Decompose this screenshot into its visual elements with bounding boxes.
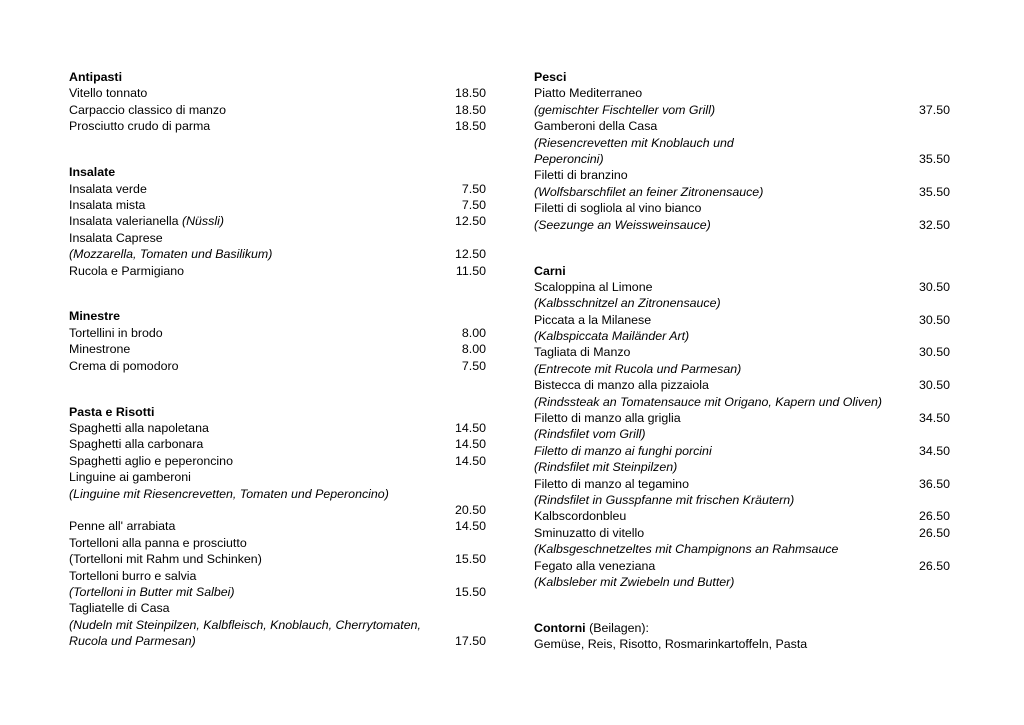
section-heading-note: (Beilagen): <box>585 620 649 635</box>
menu-item-price: 14.50 <box>454 453 486 468</box>
menu-item <box>69 469 486 485</box>
menu-item <box>69 118 486 134</box>
menu-item-price: 14.50 <box>454 437 486 452</box>
menu-item <box>534 118 950 134</box>
menu-item-description-text: (Entrecote mit Rucola und Parmesan) <box>534 361 742 376</box>
menu-item <box>69 502 486 518</box>
menu-item <box>69 102 486 118</box>
menu-item-name: Insalata Caprese <box>69 230 163 245</box>
menu-item-description <box>534 295 950 311</box>
section-heading-text: Pesci <box>534 70 567 84</box>
section-heading-text: Carni <box>534 263 566 278</box>
menu-item-description <box>534 541 950 557</box>
menu-item-price: 26.50 <box>918 509 950 524</box>
menu-item-price: 14.50 <box>454 421 486 436</box>
spacer <box>534 248 950 263</box>
menu-item-name: Gemüse, Reis, Risotto, Rosmarinkartoffeln, Pasta <box>534 637 808 652</box>
menu-item-description-text: (Mozzarella, Tomaten und Basilikum) <box>69 247 273 262</box>
menu-item-description-text: (Rindsfilet mit Steinpilzen) <box>534 460 678 475</box>
section-heading-text: Insalate <box>69 165 116 180</box>
menu-item-description-text: (Nudeln mit Steinpilzen, Kalbfleisch, Knoblauch, Cherrytomaten, <box>69 617 421 632</box>
menu-item-price: 15.50 <box>454 584 486 599</box>
menu-item-price: 8.00 <box>461 342 486 357</box>
menu-item-name: Linguine ai gamberoni <box>69 470 191 485</box>
menu-item-description <box>69 246 486 262</box>
menu-item-description <box>534 102 950 118</box>
menu-item-name: Sminuzatto di vitello <box>534 525 645 540</box>
menu-item <box>534 377 950 393</box>
menu-item-name: Prosciutto crudo di parma <box>69 119 211 134</box>
menu-item <box>69 453 486 469</box>
menu-item-name: Tagliata di Manzo <box>534 345 631 360</box>
menu-item-description-text: (Linguine mit Riesencrevetten, Tomaten und Peperoncino) <box>69 486 389 501</box>
section-heading-text: Minestre <box>69 309 120 324</box>
menu-item-price: 34.50 <box>918 443 950 458</box>
menu-item-note: (Nüssli) <box>181 214 224 229</box>
menu-item-description-text: (Rindsfilet vom Grill) <box>534 427 646 442</box>
menu-item-price: 14.50 <box>454 519 486 534</box>
menu-item-price: 30.50 <box>918 378 950 393</box>
menu-item-name: Insalata mista <box>69 197 146 212</box>
menu-item-name: Insalata valerianella <box>69 214 182 229</box>
section-heading <box>69 69 486 85</box>
menu-item-description-text: (Tortelloni in Butter mit Salbei) <box>69 584 235 599</box>
menu-item-price: 37.50 <box>918 102 950 117</box>
menu-item-price: 30.50 <box>918 279 950 294</box>
menu-item-name: Filetti di sogliola al vino bianco <box>534 201 702 216</box>
menu-item <box>69 230 486 246</box>
spacer <box>69 294 486 309</box>
menu-item-description-text: (Wolfsbarschfilet an feiner Zitronensauce) <box>534 184 764 199</box>
menu-item-name: Spaghetti aglio e peperoncino <box>69 453 233 468</box>
menu-item-price: 17.50 <box>454 634 486 649</box>
menu-item-price: 26.50 <box>918 558 950 573</box>
menu-item <box>69 263 486 279</box>
menu-item-description <box>534 328 950 344</box>
menu-item-name: Insalata verde <box>69 181 147 196</box>
menu-item-price: 34.50 <box>918 411 950 426</box>
menu-item <box>534 636 950 652</box>
menu-item-price: 18.50 <box>454 119 486 134</box>
menu-item-name: Filetti di branzino <box>534 168 628 183</box>
menu-item-price: 35.50 <box>918 151 950 166</box>
menu-item <box>69 181 486 197</box>
menu-item-name: Filetto di manzo al tegamino <box>534 476 689 491</box>
menu-item-price: 12.50 <box>454 214 486 229</box>
menu-item-price: 20.50 <box>454 502 486 517</box>
spacer <box>69 279 486 294</box>
menu-item-name: Tortellini in brodo <box>69 325 163 340</box>
menu-item-price: 12.50 <box>454 247 486 262</box>
menu-item-description <box>534 459 950 475</box>
menu-item-description <box>69 633 486 649</box>
menu-item-description <box>534 151 950 167</box>
menu-item-description-text: (Rindssteak an Tomatensauce mit Origano, Kapern und Oliven) <box>534 394 883 409</box>
menu-item-name: Kalbscordonbleu <box>534 509 627 524</box>
menu-item-description-text: (gemischter Fischteller vom Grill) <box>534 102 716 117</box>
menu-item <box>534 312 950 328</box>
menu-item <box>534 85 950 101</box>
menu-item-description <box>534 426 950 442</box>
menu-item <box>69 518 486 534</box>
menu-item <box>534 279 950 295</box>
menu-item-price: 18.50 <box>454 102 486 117</box>
menu-item-price: 18.50 <box>454 86 486 101</box>
menu-item-description-text: Peperoncini) <box>534 151 604 166</box>
spacer <box>534 605 950 620</box>
menu-item <box>69 325 486 341</box>
menu-item <box>534 508 950 524</box>
menu-item <box>69 197 486 213</box>
menu-item-price: 30.50 <box>918 312 950 327</box>
menu-item-price: 15.50 <box>454 552 486 567</box>
menu-item <box>69 551 486 567</box>
menu-item-name: Piccata a la Milanese <box>534 312 652 327</box>
menu-item <box>534 200 950 216</box>
menu-item-price: 7.50 <box>461 181 486 196</box>
section-heading <box>534 620 950 636</box>
menu-item-description <box>534 443 950 459</box>
menu-item <box>69 420 486 436</box>
section-heading-text: Contorni <box>534 620 586 635</box>
menu-item-description-text: (Riesencrevetten mit Knoblauch und <box>534 135 734 150</box>
section-heading <box>534 69 950 85</box>
menu-item-name: Spaghetti alla napoletana <box>69 421 209 436</box>
menu-item-name: Scaloppina al Limone <box>534 279 653 294</box>
menu-item-description <box>534 574 950 590</box>
menu-item-price: 8.00 <box>461 325 486 340</box>
spacer <box>534 590 950 605</box>
menu-item-name: Rucola e Parmigiano <box>69 263 185 278</box>
menu-item-description <box>534 184 950 200</box>
menu-item-description-text: Filetto di manzo ai funghi porcini <box>534 443 712 458</box>
menu-item-name: Vitello tonnato <box>69 86 148 101</box>
section-heading-text: Pasta e Risotti <box>69 404 155 419</box>
menu-item <box>69 535 486 551</box>
menu-item-price: 36.50 <box>918 476 950 491</box>
menu-item <box>69 341 486 357</box>
spacer <box>69 149 486 164</box>
menu-item-name: Tortelloni alla panna e prosciutto <box>69 535 247 550</box>
section-heading-label <box>534 620 649 636</box>
menu-item-description-text: (Rindsfilet in Gusspfanne mit frischen Kräutern) <box>534 492 795 507</box>
spacer <box>69 135 486 150</box>
menu-item-name: Minestrone <box>69 342 131 357</box>
section-heading-text: Antipasti <box>69 70 123 84</box>
menu-item-description <box>534 492 950 508</box>
menu-item-description <box>69 486 486 502</box>
menu-item <box>534 410 950 426</box>
menu-item-description-text: (Kalbsschnitzel an Zitronensauce) <box>534 296 721 311</box>
menu-item-description-text: (Kalbsleber mit Zwiebeln und Butter) <box>534 574 735 589</box>
menu-item-name: Gamberoni della Casa <box>534 119 658 134</box>
menu-item-price: 7.50 <box>461 358 486 373</box>
menu-item-name: Tagliatelle di Casa <box>69 601 170 616</box>
menu-column-left <box>69 69 486 650</box>
spacer <box>69 374 486 389</box>
menu-item-description-text: (Kalbsgeschnetzeltes mit Champignons an Rahmsauce <box>534 542 839 557</box>
menu-item-description <box>69 584 486 600</box>
menu-item <box>534 344 950 360</box>
menu-item-name: Carpaccio classico di manzo <box>69 102 227 117</box>
menu-item-price: 32.50 <box>918 217 950 232</box>
menu-item <box>69 213 486 229</box>
menu-item-price: 11.50 <box>455 263 486 278</box>
menu-item <box>69 568 486 584</box>
menu-item-name: Spaghetti alla carbonara <box>69 437 204 452</box>
menu-item-name: Bistecca di manzo alla pizzaiola <box>534 378 709 393</box>
menu-item <box>69 600 486 616</box>
spacer <box>534 233 950 248</box>
menu-item <box>534 167 950 183</box>
menu-column-right <box>534 69 950 653</box>
menu-item-description-text: Rucola und Parmesan) <box>69 634 196 649</box>
menu-item <box>534 476 950 492</box>
menu-item-description <box>534 217 950 233</box>
section-heading <box>69 164 486 180</box>
menu-item-description <box>534 394 950 410</box>
menu-item-price: 35.50 <box>918 184 950 199</box>
section-heading <box>69 308 486 324</box>
section-heading <box>69 404 486 420</box>
menu-item-price: 30.50 <box>918 345 950 360</box>
menu-item <box>69 85 486 101</box>
menu-item-description <box>69 617 486 633</box>
menu-item <box>534 558 950 574</box>
menu-item-description-text: (Seezunge an Weissweinsauce) <box>534 217 711 232</box>
menu-item <box>69 436 486 452</box>
menu-item-description <box>534 135 950 151</box>
menu-item <box>534 525 950 541</box>
menu-item-name: Penne all' arrabiata <box>69 519 176 534</box>
menu-item-name: (Tortelloni mit Rahm und Schinken) <box>69 552 262 567</box>
menu-item-description-text: (Kalbspiccata Mailänder Art) <box>534 329 690 344</box>
menu-item-name: Fegato alla veneziana <box>534 558 656 573</box>
menu-item-price: 26.50 <box>918 525 950 540</box>
menu-item-label <box>69 213 224 229</box>
menu-item-price: 7.50 <box>461 197 486 212</box>
menu-item-name: Tortelloni burro e salvia <box>69 568 197 583</box>
menu-item <box>69 358 486 374</box>
menu-item-description <box>534 361 950 377</box>
menu-item-name: Piatto Mediterraneo <box>534 86 643 101</box>
spacer <box>69 389 486 404</box>
menu-item-name: Crema di pomodoro <box>69 358 179 373</box>
section-heading <box>534 263 950 279</box>
menu-item-name: Filetto di manzo alla griglia <box>534 411 681 426</box>
